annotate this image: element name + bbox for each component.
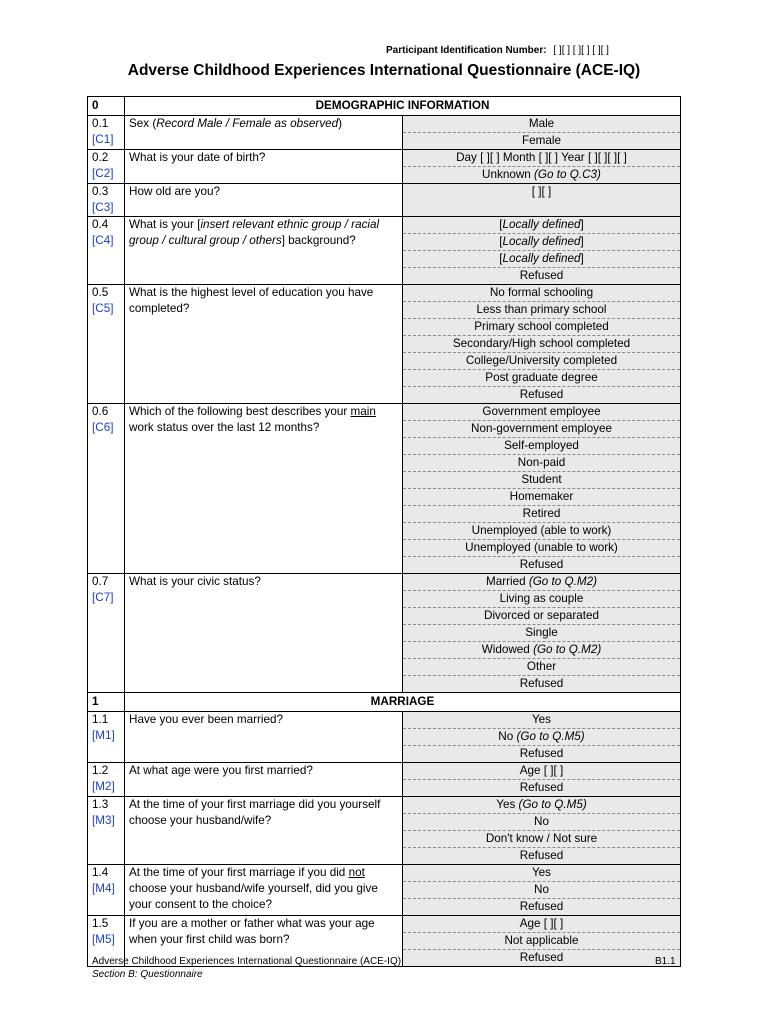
answer-options <box>403 763 681 797</box>
question-code: [M3] <box>92 814 115 827</box>
question-number-cell <box>88 404 125 574</box>
question-row <box>88 116 681 150</box>
question-number-cell <box>88 797 125 865</box>
question-text: Have you ever been married? <box>125 712 403 763</box>
answer-option[interactable]: Single <box>403 625 680 642</box>
question-text: Which of the following best describes your main work status over the last 12 months? <box>125 404 403 574</box>
question-text: At what age were you first married? <box>125 763 403 797</box>
section-header-row <box>88 693 681 712</box>
question-number-cell <box>88 712 125 763</box>
section-header-row <box>88 97 681 116</box>
participant-id <box>386 45 609 56</box>
answer-option[interactable]: Self-employed <box>403 438 680 455</box>
question-code: [C7] <box>92 591 114 604</box>
answer-option[interactable]: Non-government employee <box>403 421 680 438</box>
answer-option[interactable]: Yes <box>403 865 680 882</box>
question-text: What is your [insert relevant ethnic group / racial group / cultural group / others] background? <box>125 217 403 285</box>
answer-option[interactable]: Divorced or separated <box>403 608 680 625</box>
question-text: At the time of your first marriage if you did not choose your husband/wife yourself, did you give your consent to the choice? <box>125 865 403 916</box>
question-text: If you are a mother or father what was your age when your first child was born? <box>125 916 403 967</box>
answer-option[interactable]: Homemaker <box>403 489 680 506</box>
answer-option[interactable]: Living as couple <box>403 591 680 608</box>
question-code: [C1] <box>92 133 114 146</box>
answer-option[interactable]: Refused <box>519 747 564 760</box>
section-number: 0 <box>88 97 125 116</box>
footer-section: Section B: Questionnaire <box>92 969 203 980</box>
question-code: [C2] <box>92 167 114 180</box>
answer-option[interactable]: Other <box>403 659 680 676</box>
answer-options <box>403 797 681 865</box>
answer-option[interactable]: Secondary/High school completed <box>403 336 680 353</box>
answer-option[interactable]: Male <box>403 116 680 133</box>
answer-option[interactable]: No formal schooling <box>403 285 680 302</box>
answer-option[interactable]: [Locally defined] <box>403 234 680 251</box>
answer-option[interactable]: Unemployed (able to work) <box>403 523 680 540</box>
answer-option[interactable]: Don't know / Not sure <box>403 831 680 848</box>
question-number: 1.1 <box>92 713 109 726</box>
question-number-cell <box>88 150 125 184</box>
question-row <box>88 150 681 184</box>
answer-option[interactable]: [Locally defined] <box>403 251 680 268</box>
answer-option[interactable]: No <box>403 882 680 899</box>
questionnaire-table <box>87 96 681 967</box>
question-code: [C4] <box>92 234 114 247</box>
participant-id-label: Participant Identification Number: <box>386 45 547 56</box>
answer-options <box>403 712 681 763</box>
question-number: 0.7 <box>92 575 109 588</box>
question-row <box>88 712 681 763</box>
answer-option[interactable]: Retired <box>403 506 680 523</box>
question-number: 0.4 <box>92 218 109 231</box>
answer-option[interactable]: Refused <box>519 781 564 794</box>
question-number: 0.5 <box>92 286 109 299</box>
answer-option[interactable]: Day [ ][ ] Month [ ][ ] Year [ ][ ][ ][ ] <box>403 150 680 167</box>
question-number: 0.1 <box>92 117 109 130</box>
answer-option[interactable]: Refused <box>519 677 564 690</box>
question-number-cell <box>88 763 125 797</box>
answer-option[interactable]: College/University completed <box>403 353 680 370</box>
answer-options <box>403 184 681 217</box>
answer-option[interactable]: [ ][ ] <box>531 185 552 198</box>
answer-option[interactable]: Less than primary school <box>403 302 680 319</box>
section-title: DEMOGRAPHIC INFORMATION <box>125 97 681 116</box>
answer-options <box>403 916 681 967</box>
answer-options <box>403 217 681 285</box>
question-number-cell <box>88 285 125 404</box>
answer-option[interactable]: No (Go to Q.M5) <box>403 729 680 746</box>
answer-option[interactable]: Primary school completed <box>403 319 680 336</box>
answer-option[interactable]: Refused <box>519 388 564 401</box>
question-number-cell <box>88 116 125 150</box>
question-number: 1.5 <box>92 917 109 930</box>
answer-options <box>403 150 681 184</box>
question-row <box>88 797 681 865</box>
answer-option[interactable]: Age [ ][ ] <box>403 916 680 933</box>
question-number: 1.3 <box>92 798 109 811</box>
question-row <box>88 217 681 285</box>
answer-option[interactable]: Female <box>522 134 561 147</box>
section-title: MARRIAGE <box>125 693 681 712</box>
question-number: 0.3 <box>92 185 109 198</box>
answer-option[interactable]: Yes (Go to Q.M5) <box>403 797 680 814</box>
question-number-cell <box>88 217 125 285</box>
answer-option[interactable]: Unknown (Go to Q.C3) <box>482 168 601 181</box>
question-code: [C3] <box>92 201 114 214</box>
question-row <box>88 184 681 217</box>
answer-option[interactable]: Married (Go to Q.M2) <box>403 574 680 591</box>
answer-options <box>403 574 681 693</box>
question-number: 0.2 <box>92 151 109 164</box>
question-row <box>88 574 681 693</box>
answer-option[interactable]: Refused <box>519 558 564 571</box>
question-code: [C6] <box>92 421 114 434</box>
answer-option[interactable]: Not applicable <box>403 933 680 950</box>
question-code: [M1] <box>92 729 115 742</box>
questionnaire-body <box>88 97 681 967</box>
question-code: [M5] <box>92 933 115 946</box>
question-code: [M4] <box>92 882 115 895</box>
question-text: Sex (Record Male / Female as observed) <box>125 116 403 150</box>
answer-option[interactable]: Unemployed (unable to work) <box>403 540 680 557</box>
answer-option[interactable]: Refused <box>519 269 564 282</box>
answer-option[interactable]: Yes <box>403 712 680 729</box>
question-row <box>88 285 681 404</box>
answer-option[interactable]: Student <box>403 472 680 489</box>
section-number: 1 <box>88 693 125 712</box>
answer-option[interactable]: Post graduate degree <box>403 370 680 387</box>
question-text: What is your date of birth? <box>125 150 403 184</box>
answer-option[interactable]: Non-paid <box>403 455 680 472</box>
page-title: Adverse Childhood Experiences International Questionnaire (ACE-IQ) <box>127 62 641 79</box>
answer-option[interactable]: Refused <box>519 900 564 913</box>
answer-option[interactable]: Refused <box>519 951 564 964</box>
question-number-cell <box>88 574 125 693</box>
question-text: How old are you? <box>125 184 403 217</box>
question-text: What is your civic status? <box>125 574 403 693</box>
answer-options <box>403 865 681 916</box>
answer-option[interactable]: [Locally defined] <box>403 217 680 234</box>
page-number: B1.1 <box>655 956 676 967</box>
answer-option[interactable]: Government employee <box>403 404 680 421</box>
question-code: [C5] <box>92 302 114 315</box>
question-number: 0.6 <box>92 405 109 418</box>
answer-option[interactable]: Refused <box>519 849 564 862</box>
question-row <box>88 865 681 916</box>
question-text: What is the highest level of education you have completed? <box>125 285 403 404</box>
question-code: [M2] <box>92 780 115 793</box>
answer-option[interactable]: No <box>403 814 680 831</box>
participant-id-value[interactable]: [ ][ ] [ ][ ] [ ][ ] <box>553 45 609 56</box>
answer-options <box>403 404 681 574</box>
answer-options <box>403 116 681 150</box>
answer-options <box>403 285 681 404</box>
answer-option[interactable]: Age [ ][ ] <box>403 763 680 780</box>
footer-doc-title: Adverse Childhood Experiences International Questionnaire (ACE-IQ) <box>92 956 402 967</box>
answer-option[interactable]: Widowed (Go to Q.M2) <box>403 642 680 659</box>
question-text: At the time of your first marriage did you yourself choose your husband/wife? <box>125 797 403 865</box>
question-number: 1.4 <box>92 866 109 879</box>
question-number: 1.2 <box>92 764 109 777</box>
question-row <box>88 404 681 574</box>
question-number-cell <box>88 184 125 217</box>
question-row <box>88 763 681 797</box>
question-number-cell <box>88 865 125 916</box>
